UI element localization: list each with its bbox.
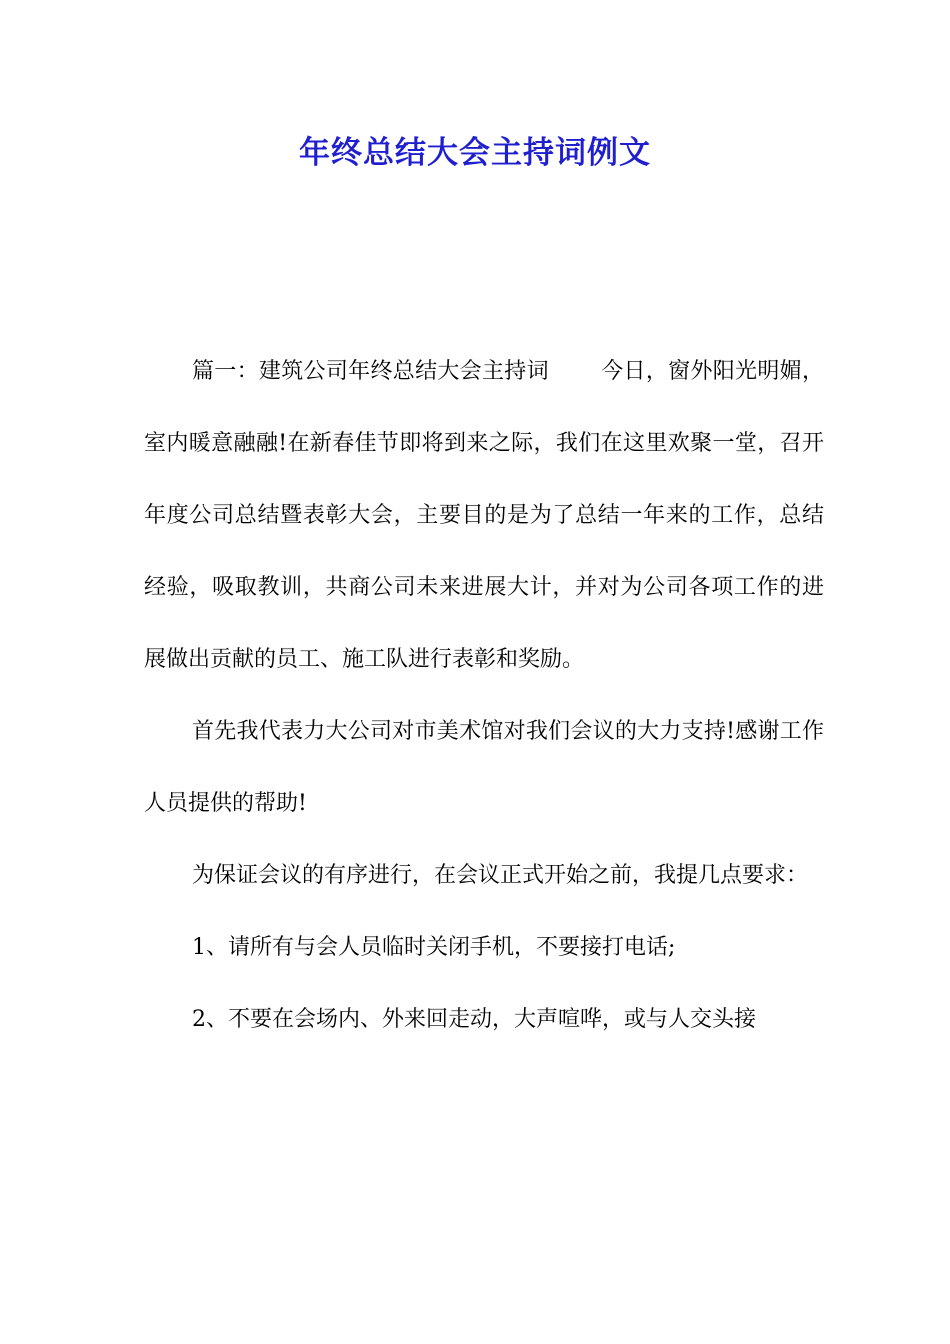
document-body [144,336,824,1056]
paragraph-requirement-1: 1、请所有与会人员临时关闭手机，不要接打电话; [192,935,676,960]
paragraph-intro [144,336,824,696]
paragraph-intro-text: 今日，窗外阳光明媚，室内暖意融融!在新春佳节即将到来之际，我们在这里欢聚一堂，召开年度公司总结暨表彰大会，主要目的是为了总结一年来的工作，总结经验，吸取教训，共商公司未来进展大计，并对为公司各项工作的进展做出贡献的员工、施工队进行表彰和奖励。 [144,359,824,672]
paragraph-requirement-2: 2、不要在会场内、外来回走动，大声喧哗，或与人交头接 [192,1007,756,1032]
paragraph-requirements-intro: 为保证会议的有序进行，在会议正式开始之前，我提几点要求： [192,863,809,888]
section-heading: 篇一：建筑公司年终总结大会主持词 [192,359,549,384]
paragraph-thanks: 首先我代表力大公司对市美术馆对我们会议的大力支持!感谢工作人员提供的帮助! [144,719,824,816]
document-title: 年终总结大会主持词例文 [299,135,651,171]
